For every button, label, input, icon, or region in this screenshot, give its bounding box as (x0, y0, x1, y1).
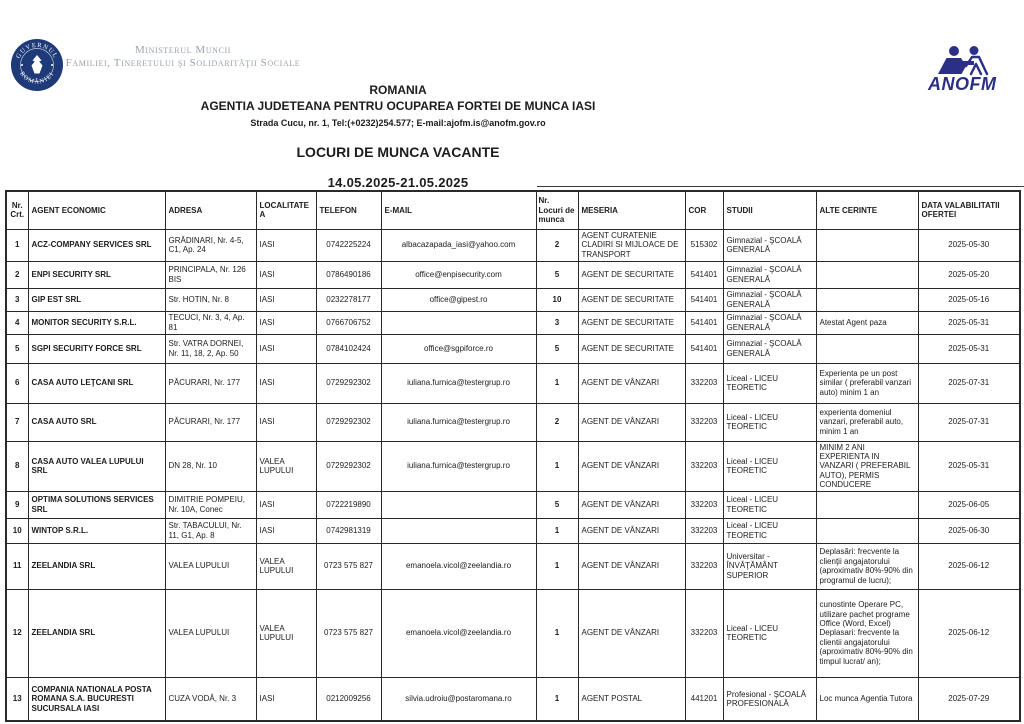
table-row (6, 677, 1020, 721)
table-cell: office@enpisecurity.com (381, 261, 536, 288)
table-row (6, 288, 1020, 311)
table-cell: GRĂDINARI, Nr. 4-5, C1, Ap. 24 (165, 229, 256, 261)
document-title: LOCURI DE MUNCA VACANTE (296, 144, 500, 160)
table-row (6, 334, 1020, 363)
table-cell: 1 (536, 518, 578, 543)
column-header: AGENT ECONOMIC (28, 191, 165, 229)
anofm-logo-icon (924, 44, 1004, 94)
table-cell: Gimnazial - ŞCOALĂ GENERALĂ (723, 311, 816, 334)
table-cell: VALEA LUPULUI (165, 589, 256, 677)
table-cell: CUZA VODĂ, Nr. 3 (165, 677, 256, 721)
ministry-line1: Ministerul Muncii (134, 44, 232, 56)
table-cell (381, 491, 536, 518)
table-cell: 2 (6, 261, 28, 288)
column-header: Nr. Locuri de munca (536, 191, 578, 229)
table-row (6, 441, 1020, 491)
table-cell: 0212009256 (316, 677, 381, 721)
table-cell: DN 28, Nr. 10 (165, 441, 256, 491)
page-top-rule (537, 186, 1024, 187)
table-cell: 332203 (685, 363, 723, 403)
table-cell: AGENT DE VÂNZARI (578, 543, 685, 589)
table-cell: 0766706752 (316, 311, 381, 334)
table-cell: 0729292302 (316, 441, 381, 491)
table-cell: VALEA LUPULUI (256, 441, 316, 491)
table-cell: Liceal - LICEU TEORETIC (723, 589, 816, 677)
table-cell: 3 (6, 288, 28, 311)
table-row (6, 518, 1020, 543)
table-cell (816, 334, 918, 363)
table-cell: 332203 (685, 589, 723, 677)
table-row (6, 543, 1020, 589)
table-cell: 0786490186 (316, 261, 381, 288)
table-cell: Str. TABACULUI, Nr. 11, G1, Ap. 8 (165, 518, 256, 543)
table-cell: Str. VATRA DORNEI, Nr. 11, 18, 2, Ap. 50 (165, 334, 256, 363)
table-cell: 4 (6, 311, 28, 334)
table-cell: 332203 (685, 491, 723, 518)
table-cell: Atestat Agent paza (816, 311, 918, 334)
table-cell: emanoela.vicol@zeelandia.ro (381, 589, 536, 677)
ministry-title (23, 44, 343, 69)
column-header: STUDII (723, 191, 816, 229)
table-cell: 2025-06-12 (918, 543, 1020, 589)
table-cell: DIMITRIE POMPEIU, Nr. 10A, Conec (165, 491, 256, 518)
table-cell: 2025-05-30 (918, 229, 1020, 261)
table-cell: WINTOP S.R.L. (28, 518, 165, 543)
table-row (6, 261, 1020, 288)
table-header-row (6, 191, 1020, 229)
table-row (6, 363, 1020, 403)
table-cell: Liceal - LICEU TEORETIC (723, 518, 816, 543)
table-cell: 1 (6, 229, 28, 261)
table-cell: VALEA LUPULUI (256, 543, 316, 589)
table-cell: SGPI SECURITY FORCE SRL (28, 334, 165, 363)
table-cell: 0729292302 (316, 363, 381, 403)
ministry-line2: Familiei, Tineretului şi Solidarităţii Sociale (65, 57, 301, 69)
anofm-label: ANOFM (928, 74, 997, 94)
table-cell (816, 229, 918, 261)
table-cell (381, 518, 536, 543)
table-cell: Liceal - LICEU TEORETIC (723, 403, 816, 441)
table-cell: Str. HOTIN, Nr. 8 (165, 288, 256, 311)
column-header: E-MAIL (381, 191, 536, 229)
table-cell: ZEELANDIA SRL (28, 543, 165, 589)
table-cell: Gimnazial - ŞCOALĂ GENERALĂ (723, 229, 816, 261)
table-cell: COMPANIA NATIONALA POSTA ROMANA S.A. BUCURESTI SUCURSALA IASI (28, 677, 165, 721)
table-cell: IASI (256, 311, 316, 334)
table-cell: PRINCIPALA, Nr. 126 BIS (165, 261, 256, 288)
table-cell: 5 (536, 334, 578, 363)
table-cell: OPTIMA SOLUTIONS SERVICES SRL (28, 491, 165, 518)
table-cell: 2025-05-31 (918, 334, 1020, 363)
table-cell: emanoela.vicol@zeelandia.ro (381, 543, 536, 589)
table-cell: PĂCURARI, Nr. 177 (165, 403, 256, 441)
vacancies-table (5, 190, 1021, 722)
table-cell: office@sgpiforce.ro (381, 334, 536, 363)
table-cell: AGENT DE VÂNZARI (578, 441, 685, 491)
table-cell: 2025-05-31 (918, 441, 1020, 491)
column-header: DATA VALABILITATII OFERTEI (918, 191, 1020, 229)
table-cell: cunostinte Operare PC, utilizare pachet programe Office (Word, Excel) Deplasari: frecvente la clientii angajatorului (aproximativ 80%-90% din timpul lucrat/ an); (816, 589, 918, 677)
table-cell: 7 (6, 403, 28, 441)
table-cell: TECUCI, Nr. 3, 4, Ap. 81 (165, 311, 256, 334)
table-cell: 1 (536, 441, 578, 491)
table-cell: 2025-05-16 (918, 288, 1020, 311)
seal-bottom-text: ROMÂNIEI (18, 70, 56, 86)
table-cell: AGENT DE SECURITATE (578, 334, 685, 363)
column-header: ALTE CERINTE (816, 191, 918, 229)
table-cell: 1 (536, 363, 578, 403)
table-cell: 1 (536, 677, 578, 721)
table-cell: MINIM 2 ANI EXPERIENTA IN VANZARI ( PREFERABIL AUTO), PERMIS CONDUCERE (816, 441, 918, 491)
table-cell: PĂCURARI, Nr. 177 (165, 363, 256, 403)
table-cell: IASI (256, 403, 316, 441)
table-cell: 541401 (685, 261, 723, 288)
table-cell: 2025-07-31 (918, 363, 1020, 403)
table-cell: AGENT DE VÂNZARI (578, 518, 685, 543)
table-cell: GIP EST SRL (28, 288, 165, 311)
table-cell: 2025-05-20 (918, 261, 1020, 288)
table-cell: AGENT DE VÂNZARI (578, 403, 685, 441)
table-cell: IASI (256, 288, 316, 311)
table-cell: 11 (6, 543, 28, 589)
table-cell (816, 518, 918, 543)
table-cell: Gimnazial - ŞCOALĂ GENERALĂ (723, 334, 816, 363)
agency-contact: Strada Cucu, nr. 1, Tel:(+0232)254.577; E-mail:ajofm.is@anofm.gov.ro (250, 118, 546, 128)
table-cell: AGENT CURATENIE CLADIRI SI MIJLOACE DE TRANSPORT (578, 229, 685, 261)
table-row (6, 403, 1020, 441)
table-cell: AGENT POSTAL (578, 677, 685, 721)
table-cell: 5 (536, 491, 578, 518)
table-cell: 2 (536, 229, 578, 261)
table-cell: Liceal - LICEU TEORETIC (723, 441, 816, 491)
table-cell: 541401 (685, 288, 723, 311)
table-cell: 332203 (685, 518, 723, 543)
table-cell (381, 311, 536, 334)
table-cell: 515302 (685, 229, 723, 261)
column-header: ADRESA (165, 191, 256, 229)
table-cell: 0232278177 (316, 288, 381, 311)
table-cell: iuliana.furnica@testergrup.ro (381, 403, 536, 441)
table-row (6, 229, 1020, 261)
table-cell: 2025-06-05 (918, 491, 1020, 518)
table-cell: Experienta pe un post similar ( preferabil vanzari auto) minim 1 an (816, 363, 918, 403)
column-header: LOCALITATEA (256, 191, 316, 229)
country-title: ROMANIA (369, 83, 427, 97)
table-cell: 0723 575 827 (316, 543, 381, 589)
table-cell: Universitar - ÎNVĂŢĂMÂNT SUPERIOR (723, 543, 816, 589)
table-cell: 541401 (685, 311, 723, 334)
table-cell: Liceal - LICEU TEORETIC (723, 491, 816, 518)
table-cell: MONITOR SECURITY S.R.L. (28, 311, 165, 334)
table-cell: IASI (256, 261, 316, 288)
table-cell: IASI (256, 677, 316, 721)
table-cell: 3 (536, 311, 578, 334)
table-cell: 9 (6, 491, 28, 518)
table-cell: AGENT DE VÂNZARI (578, 363, 685, 403)
table-cell: Gimnazial - ŞCOALĂ GENERALĂ (723, 288, 816, 311)
table-cell: 5 (6, 334, 28, 363)
table-cell: 0723 575 827 (316, 589, 381, 677)
table-cell: Deplasări: frecvente la clienţii angajatorului (aproximativ 80%-90% din programul de lucru); (816, 543, 918, 589)
table-row (6, 589, 1020, 677)
table-cell: VALEA LUPULUI (165, 543, 256, 589)
table-cell: 2025-06-12 (918, 589, 1020, 677)
column-header: Nr. Crt. (6, 191, 28, 229)
table-cell: 0784102424 (316, 334, 381, 363)
table-cell: 2 (536, 403, 578, 441)
table-cell: AGENT DE VÂNZARI (578, 491, 685, 518)
table-cell: 1 (536, 543, 578, 589)
table-cell: IASI (256, 334, 316, 363)
table-cell: Profesional - ŞCOALĂ PROFESIONALĂ (723, 677, 816, 721)
table-cell: silvia.udroiu@postaromana.ro (381, 677, 536, 721)
table-cell: experienta domeniul vanzari, preferabil auto, minim 1 an (816, 403, 918, 441)
column-header: MESERIA (578, 191, 685, 229)
table-cell: AGENT DE SECURITATE (578, 288, 685, 311)
table-cell: 2025-05-31 (918, 311, 1020, 334)
table-cell: Liceal - LICEU TEORETIC (723, 363, 816, 403)
table-cell (816, 491, 918, 518)
table-cell: CASA AUTO LEŢCANI SRL (28, 363, 165, 403)
table-cell: albacazapada_iasi@yahoo.com (381, 229, 536, 261)
table-cell: 2025-07-31 (918, 403, 1020, 441)
column-header: TELEFON (316, 191, 381, 229)
table-body (6, 229, 1020, 721)
table-cell (816, 288, 918, 311)
table-cell: ACZ-COMPANY SERVICES SRL (28, 229, 165, 261)
table-cell: IASI (256, 363, 316, 403)
table-cell: 332203 (685, 543, 723, 589)
table-cell: AGENT DE SECURITATE (578, 261, 685, 288)
table-cell: CASA AUTO VALEA LUPULUI SRL (28, 441, 165, 491)
table-cell: ENPI SECURITY SRL (28, 261, 165, 288)
table-row (6, 491, 1020, 518)
table-cell: 10 (536, 288, 578, 311)
table-cell: 0742225224 (316, 229, 381, 261)
table-cell: 12 (6, 589, 28, 677)
table-cell: 541401 (685, 334, 723, 363)
table-cell: 6 (6, 363, 28, 403)
table-cell: 2025-07-29 (918, 677, 1020, 721)
table-cell: IASI (256, 518, 316, 543)
table-cell: AGENT DE SECURITATE (578, 311, 685, 334)
table-cell (816, 261, 918, 288)
period-range: 14.05.2025-21.05.2025 (327, 175, 469, 190)
table-cell: Loc munca Agentia Tutora (816, 677, 918, 721)
table-cell: IASI (256, 491, 316, 518)
table-cell: 441201 (685, 677, 723, 721)
table-cell: 332203 (685, 403, 723, 441)
table-row (6, 311, 1020, 334)
table-cell: 13 (6, 677, 28, 721)
seal-top-text: GUVERNUL (14, 41, 60, 60)
table-cell: iuliana.furnica@testergrup.ro (381, 363, 536, 403)
table-cell: 10 (6, 518, 28, 543)
table-cell: AGENT DE VÂNZARI (578, 589, 685, 677)
table-cell: IASI (256, 229, 316, 261)
table-cell: 0722219890 (316, 491, 381, 518)
table-cell: 5 (536, 261, 578, 288)
agency-title: AGENTIA JUDETEANA PENTRU OCUPAREA FORTEI DE MUNCA IASI (200, 99, 596, 113)
table-cell: 0742981319 (316, 518, 381, 543)
table-cell: CASA AUTO SRL (28, 403, 165, 441)
table-cell: VALEA LUPULUI (256, 589, 316, 677)
table-cell: 8 (6, 441, 28, 491)
table-cell: 0729292302 (316, 403, 381, 441)
table-cell: 1 (536, 589, 578, 677)
column-header: COR (685, 191, 723, 229)
table-cell: ZEELANDIA SRL (28, 589, 165, 677)
table-cell: iuliana.furnica@testergrup.ro (381, 441, 536, 491)
table-cell: 332203 (685, 441, 723, 491)
table-cell: office@gipest.ro (381, 288, 536, 311)
table-cell: Gimnazial - ŞCOALĂ GENERALĂ (723, 261, 816, 288)
table-cell: 2025-06-30 (918, 518, 1020, 543)
